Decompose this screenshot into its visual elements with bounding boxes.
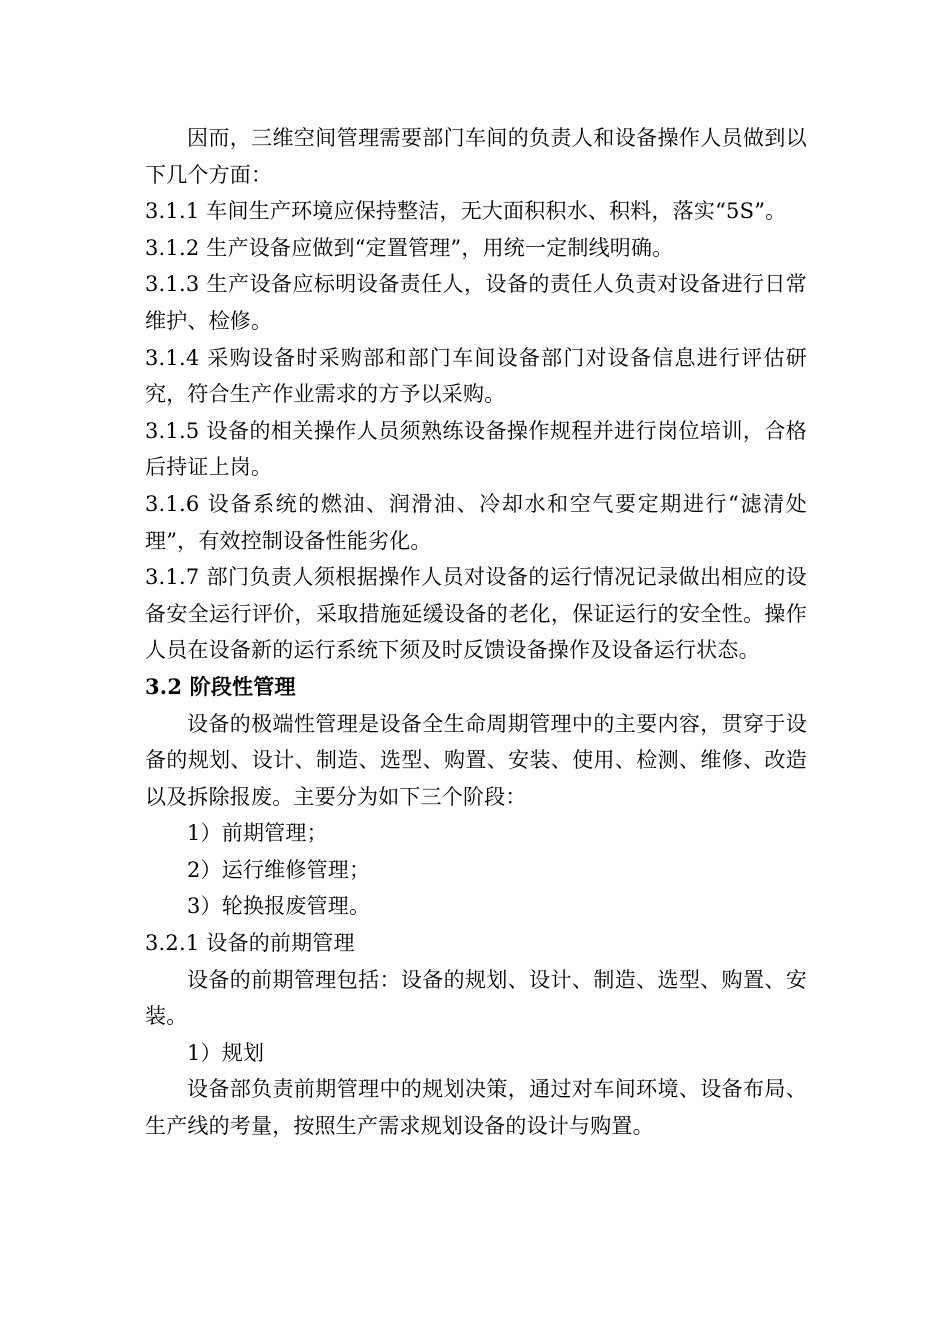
planning-paragraph: 设备部负责前期管理中的规划决策，通过对车间环境、设备布局、生产线的考量，按照生产需求规划设备的设计与购置。 xyxy=(145,1077,807,1139)
section-3-2-1-paragraph: 设备的前期管理包括：设备的规划、设计、制造、选型、购置、安装。 xyxy=(145,967,807,1029)
stage-list-item: 1）前期管理； xyxy=(187,821,328,846)
section-heading-3-2: 3.2 阶段性管理 xyxy=(145,673,296,699)
document-body xyxy=(145,120,807,1145)
clause-3-1-2: 3.1.2 生产设备应做到“定置管理”，用统一定制线明确。 xyxy=(145,235,674,260)
section-heading-3-2-1: 3.2.1 设备的前期管理 xyxy=(145,931,355,956)
sub-item-planning: 1）规划 xyxy=(187,1040,265,1065)
clause-3-1-6: 3.1.6 设备系统的燃油、润滑油、冷却水和空气要定期进行“滤清处理”，有效控制设备性能劣化。 xyxy=(145,491,807,553)
clause-3-1-4: 3.1.4 采购设备时采购部和部门车间设备部门对设备信息进行评估研究，符合生产作业需求的方予以采购。 xyxy=(145,345,807,407)
clause-3-1-5: 3.1.5 设备的相关操作人员须熟练设备操作规程并进行岗位培训，合格后持证上岗。 xyxy=(145,418,807,480)
clause-3-1-1: 3.1.1 车间生产环境应保持整洁，无大面积积水、积料，落实“5S”。 xyxy=(145,199,787,224)
section-3-2-paragraph: 设备的极端性管理是设备全生命周期管理中的主要内容，贯穿于设备的规划、设计、制造、选型、购置、安装、使用、检测、维修、改造以及拆除报废。主要分为如下三个阶段： xyxy=(145,711,807,809)
intro-paragraph: 因而，三维空间管理需要部门车间的负责人和设备操作人员做到以下几个方面： xyxy=(145,126,807,187)
clause-3-1-3: 3.1.3 生产设备应标明设备责任人，设备的责任人负责对设备进行日常维护、检修。 xyxy=(145,272,807,333)
clause-3-1-7: 3.1.7 部门负责人须根据操作人员对设备的运行情况记录做出相应的设备安全运行评价，采取措施延缓设备的老化，保证运行的安全性。操作人员在设备新的运行系统下须及时反馈设备操作及设备运行状态。 xyxy=(145,565,807,663)
stage-list-item: 3）轮换报废管理。 xyxy=(187,894,371,919)
stage-list-item: 2）运行维修管理； xyxy=(187,857,371,882)
